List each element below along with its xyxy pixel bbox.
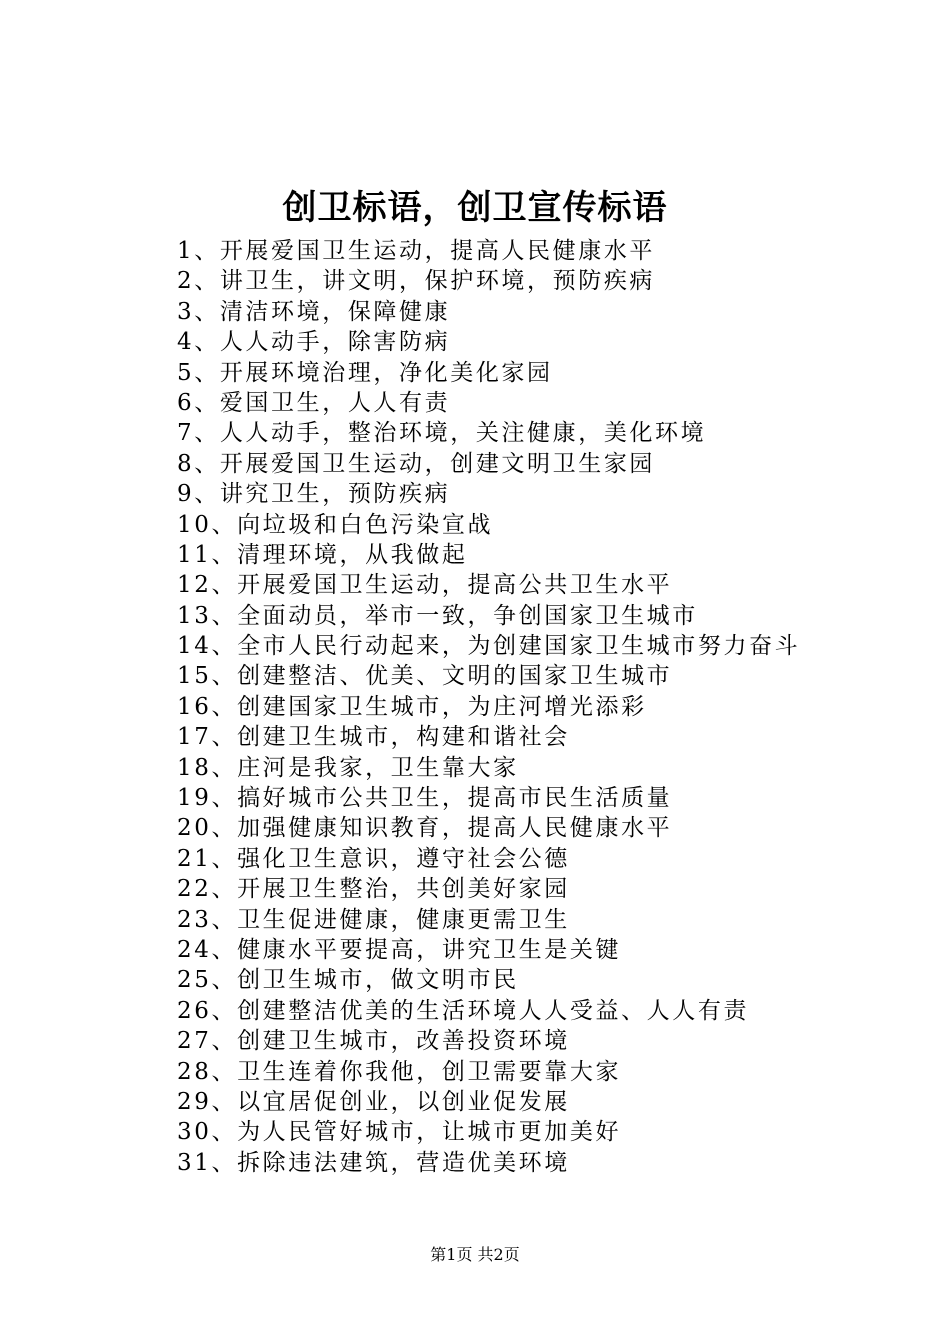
list-item: 17、创建卫生城市，构建和谐社会 [177, 724, 570, 751]
list-item: 5、开展环境治理，净化美化家园 [177, 359, 553, 386]
page-footer: 第1页 共2页 [430, 1245, 520, 1264]
list-item: 28、卫生连着你我他，创卫需要靠大家 [177, 1058, 622, 1085]
list-item: 12、开展爱国卫生运动，提高公共卫生水平 [177, 572, 673, 599]
list-item: 29、以宜居促创业，以创业促发展 [177, 1088, 570, 1115]
list-item: 11、清理环境，从我做起 [177, 541, 468, 568]
list-item: 1、开展爱国卫生运动，提高人民健康水平 [177, 238, 656, 264]
list-item: 7、人人动手，整治环境，关注健康，美化环境 [177, 420, 707, 447]
list-item: 14、全市人民行动起来，为创建国家卫生城市努力奋斗 [177, 633, 801, 660]
page-title: 创卫标语，创卫宣传标语 [282, 188, 668, 228]
list-item: 18、庄河是我家，卫生靠大家 [177, 754, 519, 781]
list-item: 4、人人动手，除害防病 [177, 329, 451, 356]
list-item: 19、搞好城市公共卫生，提高市民生活质量 [177, 785, 673, 812]
list-item: 30、为人民管好城市，让城市更加美好 [177, 1119, 622, 1146]
list-item: 26、创建整洁优美的生活环境人人受益、人人有责 [177, 997, 750, 1024]
list-item: 15、创建整洁、优美、文明的国家卫生城市 [177, 663, 673, 690]
list-item: 10、向垃圾和白色污染宣战 [177, 511, 494, 538]
list-item: 27、创建卫生城市，改善投资环境 [177, 1028, 570, 1055]
list-item: 16、创建国家卫生城市，为庄河增光添彩 [177, 693, 647, 720]
list-item: 23、卫生促进健康，健康更需卫生 [177, 906, 570, 933]
list-item: 20、加强健康知识教育，提高人民健康水平 [177, 815, 673, 842]
list-item: 25、创卫生城市，做文明市民 [177, 967, 519, 994]
list-item: 22、开展卫生整治，共创美好家园 [177, 876, 570, 903]
list-item: 6、爱国卫生，人人有责 [177, 389, 451, 416]
list-item: 24、健康水平要提高，讲究卫生是关键 [177, 936, 622, 963]
list-item: 21、强化卫生意识，遵守社会公德 [177, 845, 570, 872]
list-item: 9、讲究卫生，预防疾病 [177, 481, 451, 508]
slogan-list [177, 236, 800, 1178]
list-item: 3、清洁环境，保障健康 [177, 298, 451, 325]
list-item: 13、全面动员，举市一致，争创国家卫生城市 [177, 602, 698, 629]
list-item: 31、拆除违法建筑，营造优美环境 [177, 1149, 570, 1176]
list-item: 8、开展爱国卫生运动，创建文明卫生家园 [177, 450, 656, 477]
list-item: 2、讲卫生，讲文明，保护环境，预防疾病 [177, 268, 656, 295]
